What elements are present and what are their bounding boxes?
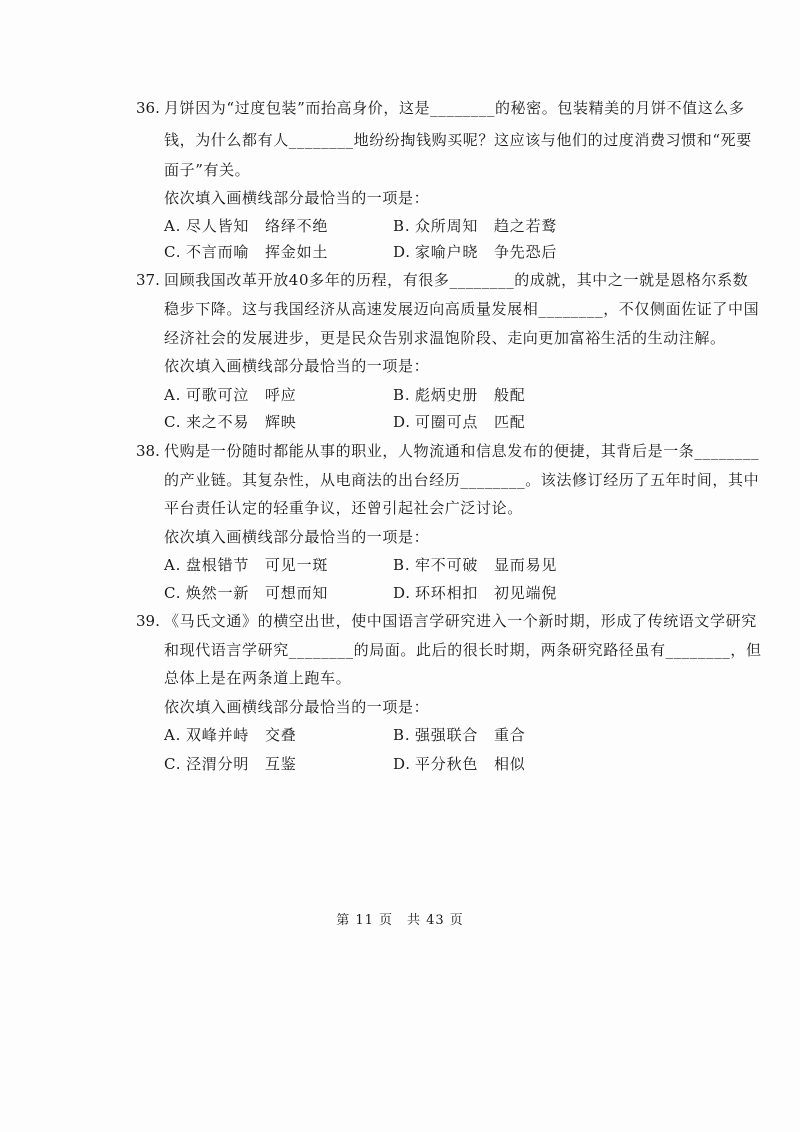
option-letter: A. xyxy=(164,386,182,404)
option-b xyxy=(393,385,526,405)
page-number-footer: 第 11 页 共 43 页 xyxy=(336,913,464,928)
option-letter: C. xyxy=(164,413,182,431)
option-letter: B. xyxy=(393,217,411,235)
question-number: 36. xyxy=(136,99,160,117)
option-text: 环环相扣 初见端倪 xyxy=(415,584,558,602)
option-letter: B. xyxy=(393,556,411,574)
option-a xyxy=(164,385,297,405)
question-text-line: 经济社会的发展进步，更是民众告别求温饱阶段、走向更加富裕生活的生动注解。 xyxy=(164,329,726,347)
option-letter: C. xyxy=(164,584,182,602)
question-prompt: 依次填入画横线部分最恰当的一项是： xyxy=(164,189,430,207)
option-text: 强强联合 重合 xyxy=(415,726,526,744)
option-d xyxy=(393,242,557,262)
option-d xyxy=(393,412,526,432)
option-text: 彪炳史册 般配 xyxy=(415,386,526,404)
option-c xyxy=(164,754,297,774)
option-letter: D. xyxy=(393,413,411,431)
option-c xyxy=(164,242,328,262)
option-b xyxy=(393,216,557,236)
option-letter: D. xyxy=(393,755,411,773)
question-text-line: 《马氏文通》的横空出世，使中国语言学研究进入一个新时期，形成了传统语文学研究 xyxy=(164,612,757,630)
option-d xyxy=(393,583,557,603)
option-c xyxy=(164,412,297,432)
question-number: 38. xyxy=(136,442,160,460)
option-a xyxy=(164,725,297,745)
question-number: 37. xyxy=(136,271,160,289)
option-b xyxy=(393,555,557,575)
option-a xyxy=(164,216,328,236)
option-d xyxy=(393,754,526,774)
option-letter: D. xyxy=(393,243,411,261)
option-text: 家喻户晓 争先恐后 xyxy=(415,243,558,261)
option-text: 尽人皆知 络绎不绝 xyxy=(186,217,329,235)
option-letter: A. xyxy=(164,217,182,235)
question-text-line: 平台责任认定的轻重争议，还曾引起社会广泛讨论。 xyxy=(164,499,523,517)
option-text: 来之不易 辉映 xyxy=(186,413,297,431)
question-text-line: 总体上是在两条道上跑车。 xyxy=(164,669,352,687)
option-letter: A. xyxy=(164,556,182,574)
option-letter: C. xyxy=(164,755,182,773)
question-text-line: 代购是一份随时都能从事的职业，人物流通和信息发布的便捷，其背后是一条________ xyxy=(164,442,760,460)
option-text: 牢不可破 显而易见 xyxy=(415,556,558,574)
option-text: 泾渭分明 互鉴 xyxy=(186,755,297,773)
option-text: 众所周知 趋之若鹜 xyxy=(415,217,558,235)
option-letter: B. xyxy=(393,386,411,404)
question-text-line: 和现代语言学研究________的局面。此后的很长时期，两条研究路径虽有________，但 xyxy=(164,641,762,659)
option-text: 双峰并峙 交叠 xyxy=(186,726,297,744)
option-text: 可圈可点 匹配 xyxy=(415,413,526,431)
option-letter: C. xyxy=(164,243,182,261)
question-text-line: 的产业链。其复杂性，从电商法的出台经历________。该法修订经历了五年时间，其中 xyxy=(164,471,760,489)
option-a xyxy=(164,555,328,575)
option-letter: B. xyxy=(393,726,411,744)
question-text-line: 面子”有关。 xyxy=(164,161,251,179)
question-prompt: 依次填入画横线部分最恰当的一项是： xyxy=(164,698,430,716)
question-text-line: 钱，为什么都有人________地纷纷掏钱购买呢？这应该与他们的过度消费习惯和“死要 xyxy=(164,131,752,149)
option-letter: A. xyxy=(164,726,182,744)
question-text-line: 稳步下降。这与我国经济从高速发展迈向高质量发展相________，不仅侧面佐证了中国 xyxy=(164,300,760,318)
option-text: 平分秋色 相似 xyxy=(415,755,526,773)
option-b xyxy=(393,725,526,745)
question-number: 39. xyxy=(136,612,160,630)
option-text: 焕然一新 可想而知 xyxy=(186,584,329,602)
question-text-line: 月饼因为“过度包装”而抬高身价，这是________的秘密。包装精美的月饼不值这么多 xyxy=(164,99,745,117)
question-prompt: 依次填入画横线部分最恰当的一项是： xyxy=(164,528,430,546)
question-prompt: 依次填入画横线部分最恰当的一项是： xyxy=(164,357,430,375)
option-c xyxy=(164,583,328,603)
option-text: 盘根错节 可见一斑 xyxy=(186,556,329,574)
option-text: 不言而喻 挥金如土 xyxy=(186,243,329,261)
option-letter: D. xyxy=(393,584,411,602)
question-text-line: 回顾我国改革开放40多年的历程，有很多________的成就，其中之一就是恩格尔系数 xyxy=(164,271,749,289)
option-text: 可歌可泣 呼应 xyxy=(186,386,297,404)
